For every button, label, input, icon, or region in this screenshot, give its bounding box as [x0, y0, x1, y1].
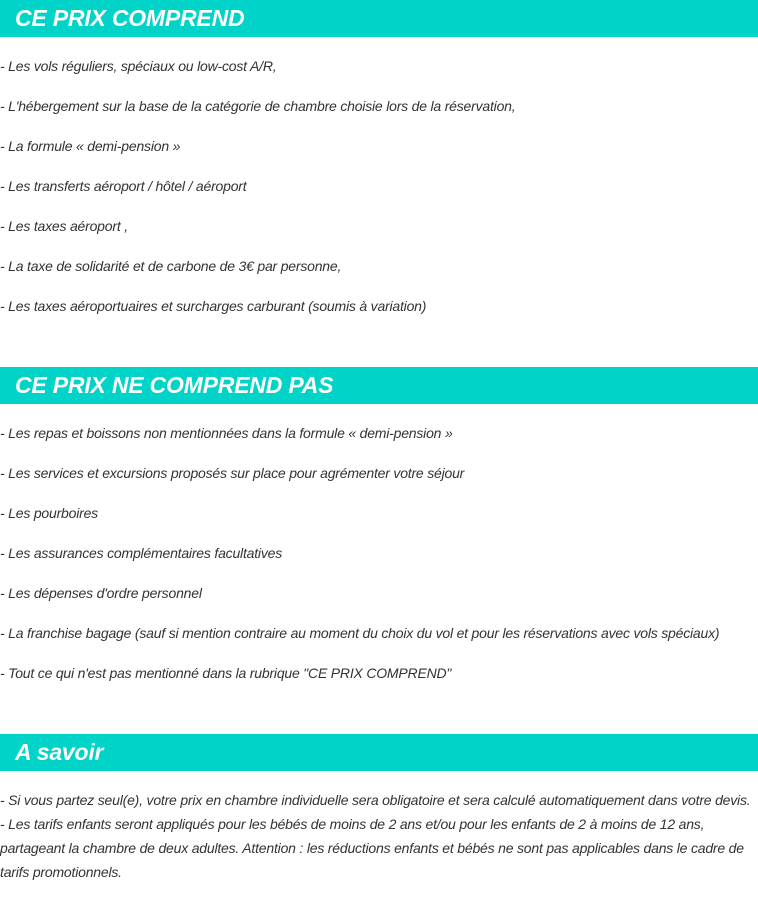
included-list [0, 56, 758, 336]
not-included-list [0, 423, 758, 703]
section-title-a-savoir: A savoir [15, 739, 104, 765]
list-item: - L'hébergement sur la base de la catégorie de chambre choisie lors de la réservation, [0, 98, 516, 114]
list-item: - Les dépenses d'ordre personnel [0, 585, 202, 601]
section-title-included: CE PRIX COMPREND [15, 5, 245, 31]
section-title-not-included: CE PRIX NE COMPREND PAS [15, 372, 334, 398]
section-header-a-savoir [0, 734, 758, 771]
list-item: - Les services et excursions proposés sur place pour agrémenter votre séjour [0, 465, 465, 481]
list-item: - La formule « demi-pension » [0, 138, 181, 154]
list-item: - Les vols réguliers, spéciaux ou low-cost A/R, [0, 58, 277, 74]
list-item: - Les taxes aéroport , [0, 218, 128, 234]
list-item: - La taxe de solidarité et de carbone de 3€ par personne, [0, 258, 342, 274]
list-item: - Les assurances complémentaires facultatives [0, 545, 283, 561]
list-item: - Les taxes aéroportuaires et surcharges carburant (soumis à variation) [0, 298, 427, 314]
section-header-included [0, 0, 758, 37]
list-item: - La franchise bagage (sauf si mention contraire au moment du choix du vol et pour les réservations avec vols spéciaux) [0, 625, 720, 641]
list-item: - Tout ce qui n'est pas mentionné dans la rubrique "CE PRIX COMPREND" [0, 665, 452, 681]
a-savoir-content [0, 788, 758, 884]
list-item: - Les transferts aéroport / hôtel / aéroport [0, 178, 247, 194]
info-paragraph: - Si vous partez seul(e), votre prix en chambre individuelle sera obligatoire et sera calculé automatiquement dans votre devis. [0, 792, 751, 808]
list-item: - Les repas et boissons non mentionnées dans la formule « demi-pension » [0, 425, 453, 441]
list-item: - Les pourboires [0, 505, 98, 521]
info-paragraph: - Les tarifs enfants seront appliqués pour les bébés de moins de 2 ans et/ou pour les enfants de 2 à moins de 12 ans, partageant la chambre de deux adultes. Attention : les réductions enfants et bébés ne sont pas applicables dans le cadre de tarifs promotionnels. [0, 816, 744, 880]
section-header-not-included [0, 367, 758, 404]
